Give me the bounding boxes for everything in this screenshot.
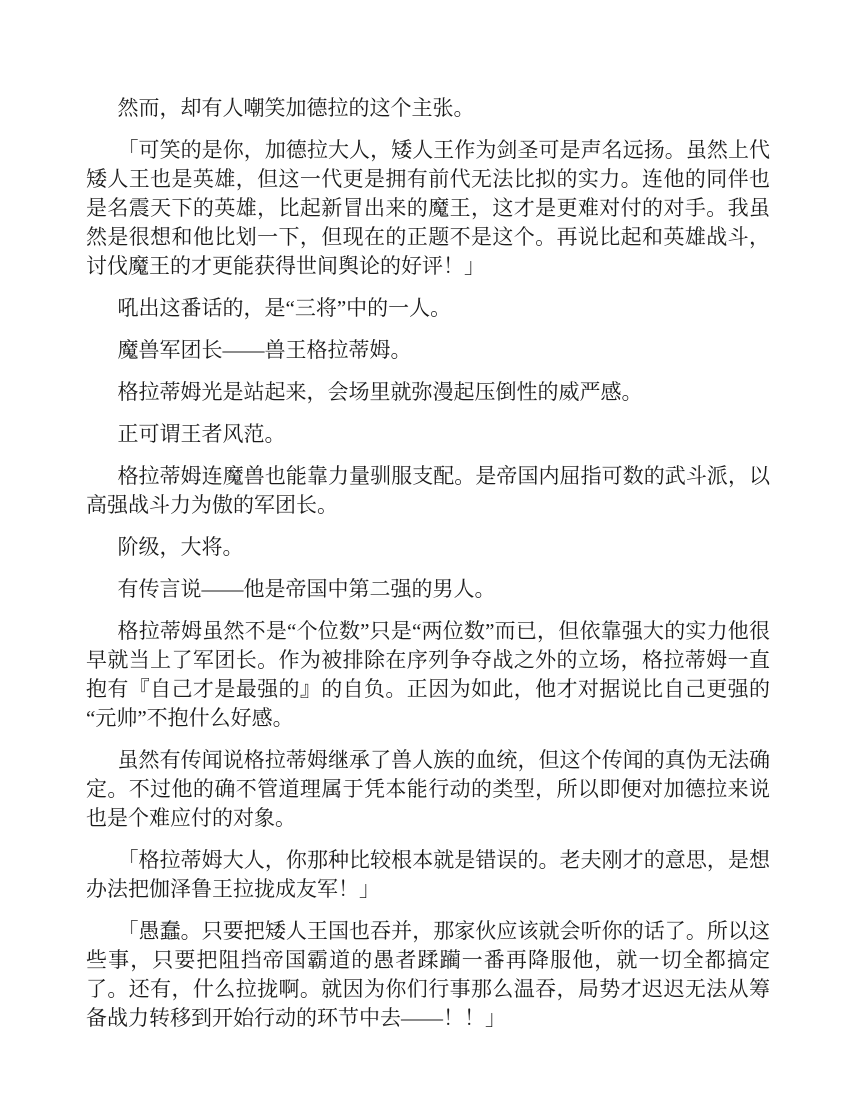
document-page xyxy=(86,94,770,1033)
paragraph-4: 魔兽军团长——兽王格拉蒂姆。 xyxy=(117,338,412,362)
paragraph-9: 有传言说——他是帝国中第二强的男人。 xyxy=(117,577,496,601)
paragraph-3: 吼出这番话的，是“三将”中的一人。 xyxy=(117,296,452,320)
paragraph-10: 格拉蒂姆虽然不是“个位数”只是“两位数”而已，但依靠强大的实力他很早就当上了军团长。作为被排除在序列争夺战之外的立场，格拉蒂姆一直抱有『自己才是最强的』的自负。正因为如此，他才对据说比自己更强的“元帅”不抱什么好感。 xyxy=(86,619,770,730)
paragraph-5: 格拉蒂姆光是站起来，会场里就弥漫起压倒性的威严感。 xyxy=(117,380,643,404)
paragraph-6: 正可谓王者风范。 xyxy=(117,422,286,446)
paragraph-7: 格拉蒂姆连魔兽也能靠力量驯服支配。是帝国内屈指可数的武斗派，以高强战斗力为傲的军团长。 xyxy=(86,464,770,517)
paragraph-13: 「愚蠢。只要把矮人王国也吞并，那家伙应该就会听你的话了。所以这些事，只要把阻挡帝国霸道的愚者蹂躏一番再降服他，就一切全都搞定了。还有，什么拉拢啊。就因为你们行事那么温吞，局势才迟迟无法从筹备战力转移到开始行动的环节中去——！！」 xyxy=(86,919,770,1030)
paragraph-1: 然而，却有人嘲笑加德拉的这个主张。 xyxy=(117,96,475,120)
paragraph-12: 「格拉蒂姆大人，你那种比较根本就是错误的。老夫刚才的意思，是想办法把伽泽鲁王拉拢成友军！」 xyxy=(86,848,770,901)
paragraph-11: 虽然有传闻说格拉蒂姆继承了兽人族的血统，但这个传闻的真伪无法确定。不过他的确不管道理属于凭本能行动的类型，所以即便对加德拉来说也是个难应付的对象。 xyxy=(86,748,770,830)
paragraph-8: 阶级，大将。 xyxy=(117,535,244,559)
paragraph-2: 「可笑的是你，加德拉大人，矮人王作为剑圣可是声名远扬。虽然上代矮人王也是英雄，但这一代更是拥有前代无法比拟的实力。连他的同伴也是名震天下的英雄，比起新冒出来的魔王，这才是更难对付的对手。我虽然是很想和他比划一下，但现在的正题不是这个。再说比起和英雄战斗，讨伐魔王的才更能获得世间舆论的好评！」 xyxy=(86,138,770,278)
